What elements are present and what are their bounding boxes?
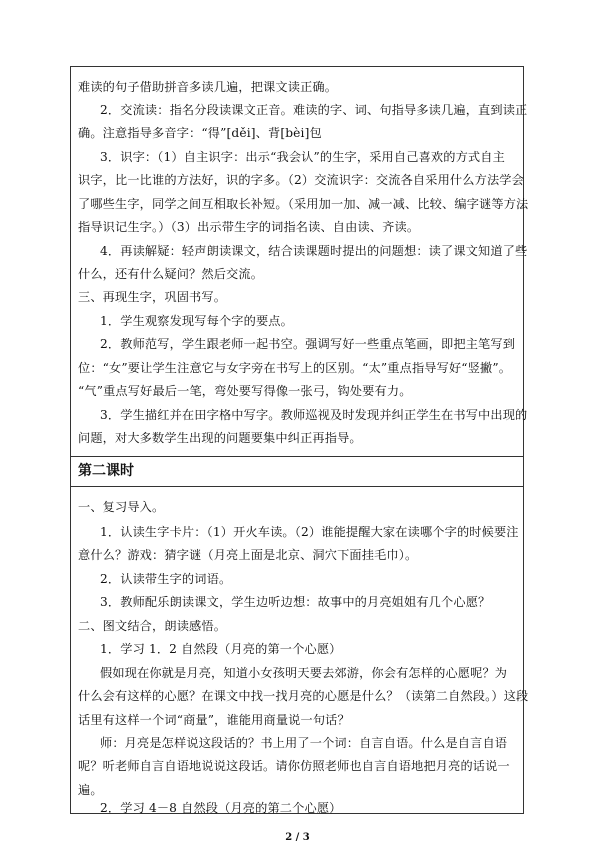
text-line: 1．认读生字卡片：（1）开火车读。（2）谁能提醒大家在读哪个字的时候要注 [100,525,519,539]
page-number: 2 / 3 [285,832,310,843]
text-line: 指导识记生字。）（3）出示带生字的词指名读、自由读、齐读。 [78,220,420,234]
text-line: 什么，还有什么疑问？然后交流。 [78,267,264,281]
text-line: 2．交流读：指名分段读课文正音。难读的字、词、句指导多读几遍，直到读正 [100,103,528,117]
text-line: 假如现在你就是月亮，知道小女孩明天要去郊游，你会有怎样的心愿呢？为 [100,666,508,680]
text-line: 1．学生观察发现写每个字的要点。 [100,314,293,328]
text-line: 二、图文结合，朗读感悟。 [78,619,227,633]
section-heading: 第二课时 [78,463,134,479]
text-line: 师：月亮是怎样说这段话的？书上用了一个词：自言自语。什么是自言自语 [100,736,508,750]
text-line: 4．再读解疑：轻声朗读课文，结合读课题时提出的问题想：读了课文知道了些 [100,244,528,258]
text-line: 3．教师配乐朗读课文，学生边听边想：故事中的月亮姐姐有几个心愿？ [100,595,491,609]
text-line: 了哪些生字，同学之间互相取长补短。（采用加一加、减一减、比较、编字谜等方法 [78,197,529,211]
text-line: 呢？听老师自言自语地说说这段话。请你仿照老师也自言自语地把月亮的话说一 [78,759,510,773]
text-line: 意什么？游戏：猜字谜（月亮上面是北京、洞穴下面挂毛巾）。 [78,548,418,562]
text-line: 1．学习 1．2 自然段（月亮的第一个心愿） [100,642,342,656]
text-line: 问题，对大多数学生出现的问题要集中纠正再指导。 [78,431,362,445]
text-line: 位：“女”要让学生注意它与女字旁在书写上的区别。“太”重点指导写好“竖撇”。 [78,361,512,375]
text-line: 三、再现生字，巩固书写。 [78,290,227,304]
text-line: 3．识字：（1）自主识字：出示“我会认”的生字，采用自己喜欢的方式自主 [100,150,505,164]
text-line: 一、复习导入。 [78,500,165,514]
text-line: “气”重点写好最后一笔，弯处要写得像一张弓，钩处要有力。 [78,384,412,398]
text-line: 2．教师范写，学生跟老师一起书空。强调写好一些重点笔画，即把主笔写到 [100,337,516,351]
text-line: 确。注意指导多音字：“得”[děi]、背[bèi]包 [78,126,322,140]
section-divider [71,456,523,457]
text-line: 识字，比一比谁的方法好，识的字多。（2）交流识字：交流各自采用什么方法学会 [78,173,524,187]
text-line: 遍。 [78,783,103,797]
text-line: 2．认读带生字的词语。 [100,572,232,586]
text-line: 3．学生描红并在田字格中写字。教师巡视及时发现并纠正学生在书写中出现的 [100,408,528,422]
text-line: 什么会有这样的心愿？在课文中找一找月亮的心愿是什么？（读第二自然段。）这段 [78,689,529,703]
lesson-plan-table [70,66,529,815]
text-line: 2．学习 4－8 自然段（月亮的第二个心愿） [100,801,342,815]
section-divider [71,486,523,487]
text-line: 难读的句子借助拼音多读几遍，把课文读正确。 [78,80,338,94]
text-line: 话里有这样一个词“商量”，谁能用商量说一句话？ [78,713,350,727]
